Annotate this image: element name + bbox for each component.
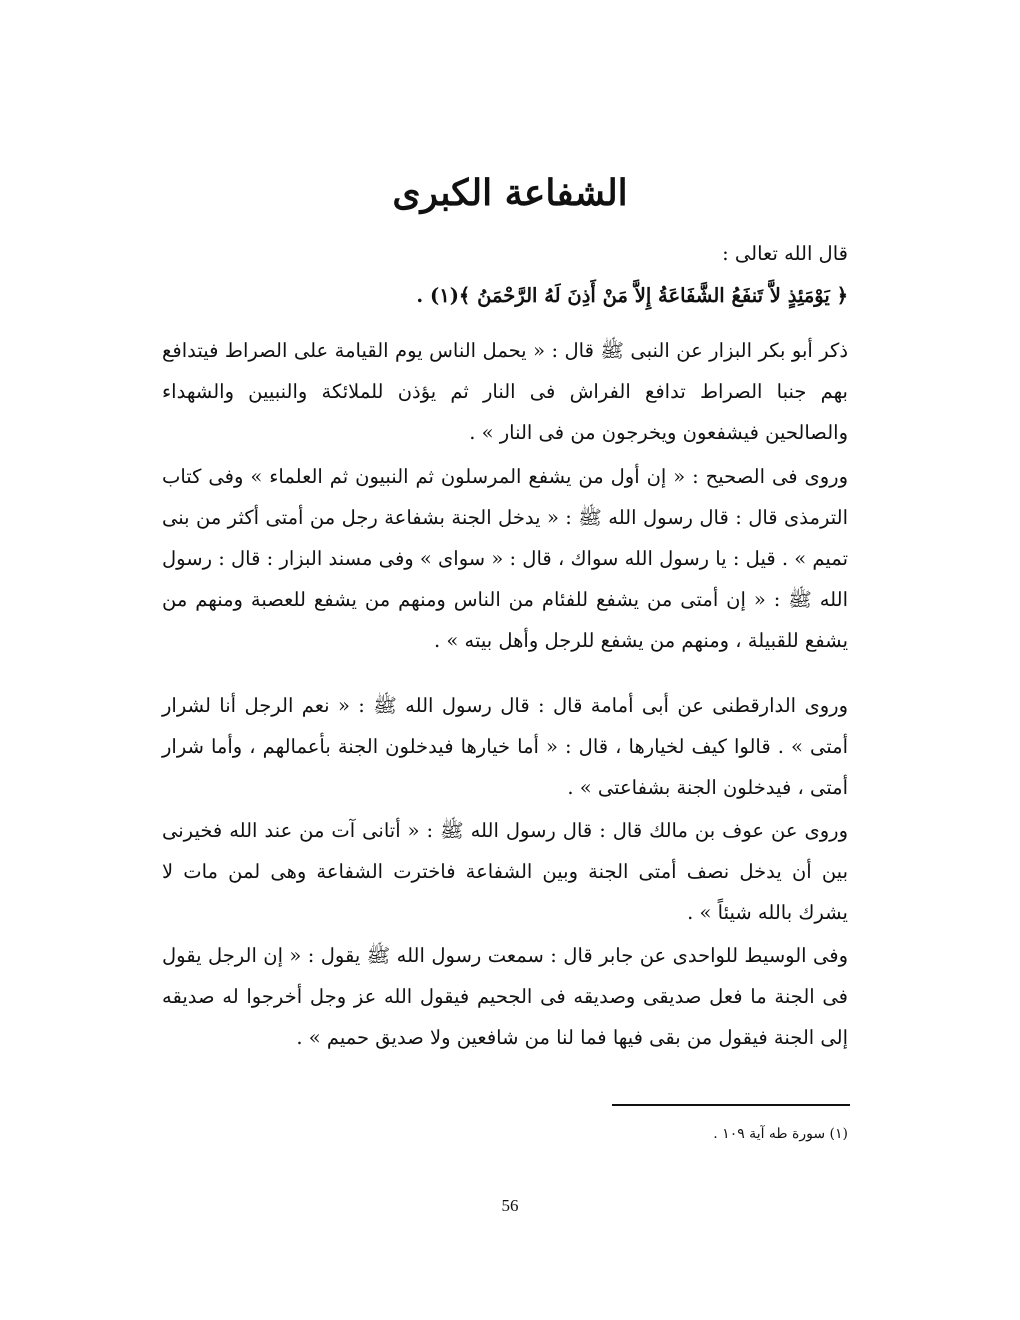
paragraph-4: وروى عن عوف بن مالك قال : قال رسول الله ﷺ : « أتانى آت من عند الله فخيرنى بين أن يدخل نصف أمتى الجنة وبين الشفاعة فاخترت الشفاعة وهى لمن مات لا يشرك بالله شيئاً » . <box>162 819 848 924</box>
page-number: 56 <box>501 1196 519 1215</box>
intro-line: قال الله تعالى : <box>722 242 848 265</box>
paragraph-5: وفى الوسيط للواحدى عن جابر قال : سمعت رسول الله ﷺ يقول : « إن الرجل يقول فى الجنة ما فعل صديقى وصديقه فى الجحيم فيقول الله عز وجل أخرجوا له صديقه إلى الجنة فيقول من بقى فيها فما لنا من شافعين ولا صديق حميم » . <box>162 944 848 1049</box>
footnote-divider <box>612 1104 850 1106</box>
paragraph-3: وروى الدارقطنى عن أبى أمامة قال : قال رسول الله ﷺ : « نعم الرجل أنا لشرار أمتى » . قالوا كيف لخيارها ، قال : « أما خيارها فيدخلون الجنة بأعمالهم ، وأما شرار أمتى ، فيدخلون الجنة بشفاعتى » . <box>162 694 848 799</box>
quran-verse: ﴿ يَوْمَئِذٍ لاَّ تَنفَعُ الشَّفَاعَةُ إِلاَّ مَنْ أَذِنَ لَهُ الرَّحْمَنُ ﴾(١) . <box>416 284 848 307</box>
footnote: (١) سورة طه آية ١٠٩ . <box>713 1126 848 1142</box>
page-title: الشفاعة الكبرى <box>392 172 628 214</box>
paragraph-1: ذكر أبو بكر البزار عن النبى ﷺ قال : « يحمل الناس يوم القيامة على الصراط فيتدافع بهم جنبا الصراط تدافع الفراش فى النار ثم يؤذن للملائكة والنبيين والشهداء والصالحين فيشفعون ويخرجون من فى النار » . <box>162 339 848 444</box>
paragraph-2: وروى فى الصحيح : « إن أول من يشفع المرسلون ثم النبيون ثم العلماء » وفى كتاب الترمذى قال : قال رسول الله ﷺ : « يدخل الجنة بشفاعة رجل من أمتى أكثر من بنى تميم » . قيل : يا رسول الله سواك ، قال : « سواى » وفى مسند البزار : قال : رسول الله ﷺ : « إن أمتى من يشفع للفئام من الناس ومنهم من يشفع للعصبة ومنهم من يشفع للقبيلة ، ومنهم من يشفع للرجل وأهل بيته » . <box>162 465 848 652</box>
